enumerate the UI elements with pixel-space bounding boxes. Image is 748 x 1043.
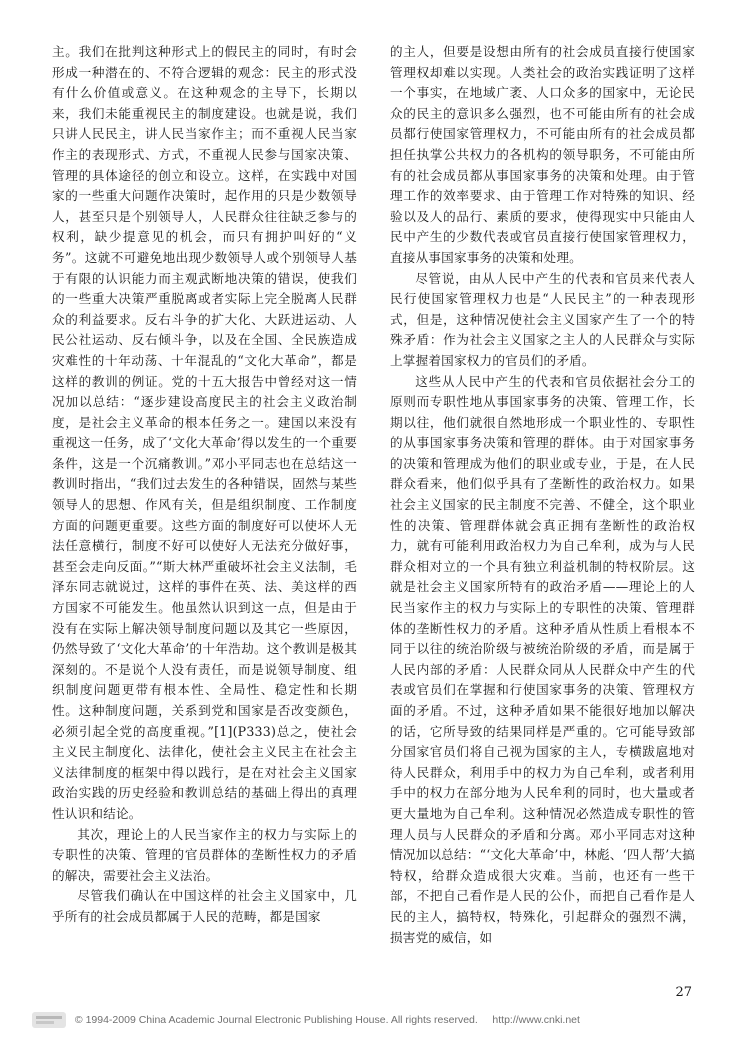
left-column [52,42,357,928]
right-paragraph-2: 尽管说，由从人民中产生的代表和官员来代表人民行使国家管理权力也是“人民民主”的一种表现形式，但是，这种情况使社会主义国家产生了一个的特殊矛盾：作为社会主义国家之主人的人民群众与实际上掌握着国家权力的官员们的矛盾。 [390,270,695,368]
right-paragraph-3: 这些从人民中产生的代表和官员依据社会分工的原则而专职性地从事国家事务的决策、管理工作，长期以往，他们就很自然地形成一个职业性的、专职性的从事国家事务决策和管理的群体。由于对国家事务的决策和管理成为他们的职业或专业，于是，在人民群众看来，他们似乎具有了垄断性的政治权力。如果社会主义国家的民主制度不完善、不健全，这个职业性的决策、管理群体就会真正拥有垄断性的政治权力，就有可能利用政治权力为自己牟利，成为与人民群众相对立的一个具有独立利益机制的特权阶层。这就是社会主义国家所特有的政治矛盾——理论上的人民当家作主的权力与实际上的专职性的决策、管理群体的垄断性权力的矛盾。这种矛盾从性质上看根本不同于以往的统治阶级与被统治阶级的矛盾，而是属于人民内部的矛盾：人民群众同从人民群众中产生的代表或官员们在掌握和行使国家事务的决策、管理权方面的矛盾。不过，这种矛盾如果不能很好地加以解决的话，它所导致的结果同样是严重的。它可能导致部分国家官员们将自己视为国家的主人，专横跋扈地对待人民群众，利用手中的权力为自己牟利，或者利用手中的权力在部分地为人民牟利的同时，也大量或者更大量地为自己牟利。这种情况必然造成专职性的管理人员与人民群众的矛盾和分离。邓小平同志对这种情况加以总结：“‘文化大革命’中，林彪、‘四人帮’大搞特权，给群众造成很大灾难。当前，也还有一些干部，不把自己看作是人民的公仆，而把自己看作是人民的主人，搞特权，特殊化，引起群众的强烈不满，损害党的威信，如 [390,373,695,945]
footer [32,1012,722,1028]
footer-url[interactable]: http://www.cnki.net [492,1013,580,1026]
left-paragraph-2: 其次，理论上的人民当家作主的权力与实际上的专职性的决策、管理的官员群体的垄断性权力的矛盾的解决，需要社会主义法治。 [52,826,357,883]
right-column [390,42,695,948]
left-paragraph-1: 主。我们在批判这种形式上的假民主的同时，有时会形成一种潜在的、不符合逻辑的观念：民主的形式没有什么价值或意义。在这种观念的主导下，长期以来，我们未能重视民主的制度建设。也就是说，我们只讲人民民主，讲人民当家作主；而不重视人民当家作主的表现形式、方式，不重视人民参与国家决策、管理的具体途径的创立和设立。这样，在实践中对国家的一些重大问题作决策时，起作用的只是少数领导人，甚至只是个别领导人，人民群众往往缺乏参与的权利，缺少提意见的机会，而只有拥护叫好的“义务”。这就不可避免地出现少数领导人或个别领导人基于有限的认识能力而主观武断地决策的错误，使我们的一些重大决策严重脱离或者实际上完全脱离人民群众的利益要求。反右斗争的扩大化、大跃进运动、人民公社运动、反右倾斗争，以及在全国、全民族造成灾难性的十年动荡、十年混乱的“文化大革命”，都是这样的教训的例证。党的十五大报告中曾经对这一情况加以总结：“逐步建设高度民主的社会主义政治制度，是社会主义革命的根本任务之一。建国以来没有重视这一任务，成了‘文化大革命’得以发生的一个重要条件，这是一个沉痛教训。”邓小平同志也在总结这一教训时指出，“我们过去发生的各种错误，固然与某些领导人的思想、作风有关，但是组织制度、工作制度方面的问题更重要。这些方面的制度好可以使坏人无法任意横行，制度不好可以使好人无法充分做好事，甚至会走向反面。”“斯大林严重破坏社会主义法制，毛泽东同志就说过，这样的事件在英、法、美这样的西方国家不可能发生。他虽然认识到这一点，但是由于没有在实际上解决领导制度问题以及其它一些原因，仍然导致了‘文化大革命’的十年浩劫。这个教训是极其深刻的。不是说个人没有责任，而是说领导制度、组织制度问题更带有根本性、全局性、稳定性和长期性。这种制度问题，关系到党和国家是否改变颜色，必须引起全党的高度重视。”[1](P333)总之，使社会主义民主制度化、法律化，使社会主义民主在社会主义法律制度的框架中得以践行，是在对社会主义国家政治实践的历史经验和教训总结的基础上得出的真理性认识和结论。 [52,44,357,821]
left-paragraph-3: 尽管我们确认在中国这样的社会主义国家中，几乎所有的社会成员都属于人民的范畴，都是国家 [52,888,357,924]
cnki-logo-icon [32,1012,66,1028]
footer-copyright: © 1994-2009 China Academic Journal Electronic Publishing House. All rights reserved. [74,1013,478,1026]
page-number: 27 [675,985,692,1000]
right-paragraph-1: 的主人，但要是设想由所有的社会成员直接行使国家管理权却难以实现。人类社会的政治实践证明了这样一个事实，在地域广袤、人口众多的国家中，无论民众的民主的意识多么强烈，也不可能由所有的社会成员都行使国家管理权力，不可能由所有的社会成员都担任执掌公共权力的各机构的领导职务，不可能由所有的社会成员都从事国家事务的决策和处理。由于管理工作的效率要求、由于管理工作对特殊的知识、经验以及人的品行、素质的要求，使得现实中只能由人民中产生的少数代表或官员直接行使国家管理权力，直接从事国家事务的决策和处理。 [390,44,695,265]
